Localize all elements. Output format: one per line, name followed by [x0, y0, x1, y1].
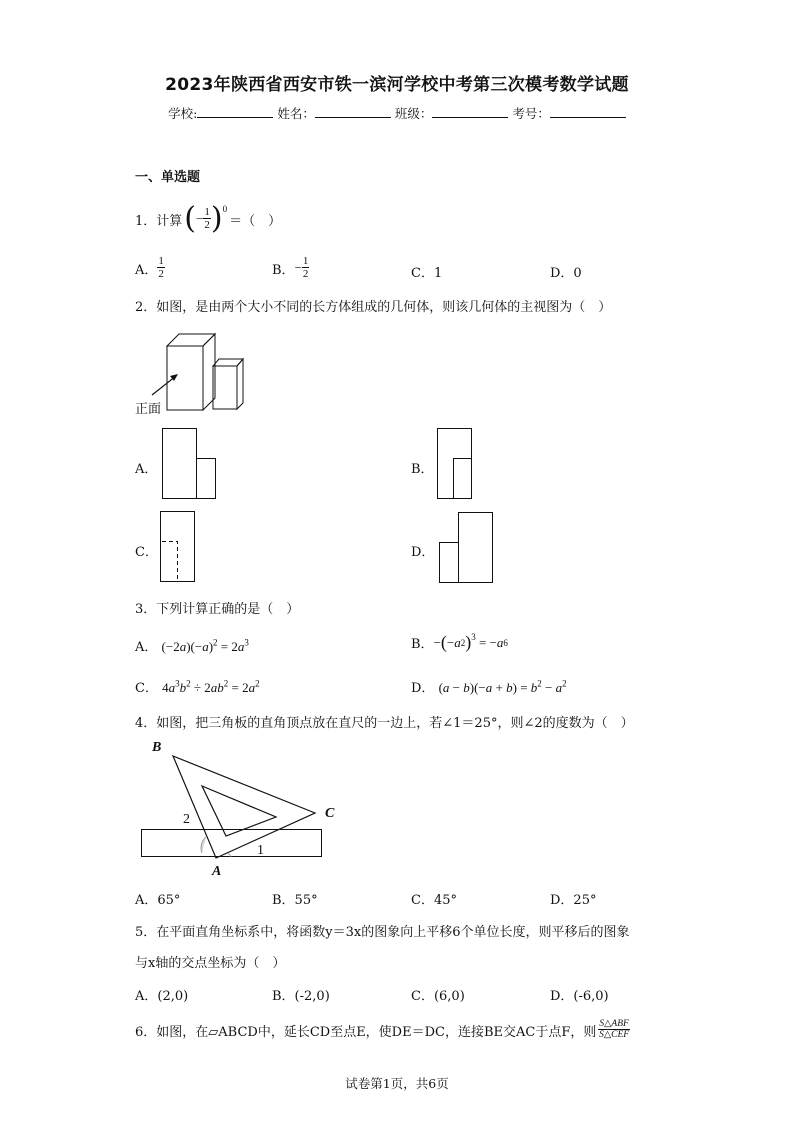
student-info-line	[0, 104, 794, 122]
q6-area-ratio: $\frac{\text{S△ABF}}{\text{S△CEF}}$	[599, 1018, 630, 1040]
q4-label-b: B	[152, 740, 162, 755]
q1-option-a[interactable]: A． $\frac{1}{2}$	[135, 255, 164, 280]
q1-expression: ( − $\frac{1}{2}$ ) $^0$	[184, 201, 228, 236]
q4-angle-2-label: 2	[183, 812, 190, 827]
school-blank[interactable]	[197, 105, 273, 118]
q4-label-a: A	[212, 864, 222, 879]
q1-option-c[interactable]: C．1	[411, 266, 443, 281]
q2-option-c-figure[interactable]	[160, 511, 200, 583]
q4-triangle-ruler-figure	[138, 740, 348, 880]
name-label: 姓名：	[277, 106, 315, 121]
q3-option-d[interactable]: D． $(a - b)(-a + b) = b^2 - a^2$	[411, 678, 567, 696]
question-2-stem: 2．如图，是由两个大小不同的长方体组成的几何体，则该几何体的主视图为（ ）	[135, 300, 612, 315]
page-footer: 试卷第1页，共6页	[345, 1076, 449, 1091]
q5-option-c[interactable]: C．(6,0)	[411, 989, 465, 1004]
q4-label-c: C	[325, 806, 335, 821]
q2-option-d-figure[interactable]	[439, 512, 495, 584]
class-blank[interactable]	[432, 105, 508, 118]
question-1-stem: 1．计算 ( − $\frac{1}{2}$ ) $^0$ ＝（ ）	[135, 201, 282, 236]
q2-option-c[interactable]: C．	[135, 545, 158, 560]
exam-title: 2023年陕西省西安市铁一滨河学校中考第三次模考数学试题	[165, 75, 629, 95]
name-blank[interactable]	[315, 105, 391, 118]
q1-option-b[interactable]: B． − $\frac{1}{2}$	[272, 255, 309, 280]
q2-option-a-figure[interactable]	[162, 428, 218, 500]
question-5-line-2: 与x轴的交点坐标为（ ）	[135, 956, 286, 971]
q2-front-label: 正面	[135, 402, 162, 417]
q2-option-b[interactable]: B．	[411, 462, 434, 477]
q4-option-c[interactable]: C．45°	[411, 893, 457, 908]
q4-option-d[interactable]: D．25°	[550, 893, 597, 908]
q2-option-a[interactable]: A．	[135, 462, 158, 477]
q3-option-c[interactable]: C． $4a^3b^2 \div 2ab^2 = 2a^2$	[135, 678, 260, 696]
exam-no-blank[interactable]	[550, 105, 626, 118]
q2-option-b-figure[interactable]	[437, 428, 477, 500]
question-4-stem: 4．如图，把三角板的直角顶点放在直尺的一边上，若∠1＝25°，则∠2的度数为（ ）	[135, 716, 634, 731]
exam-no-label: 考号：	[512, 106, 550, 121]
school-label: 学校:	[168, 106, 198, 121]
q1-option-d[interactable]: D．0	[550, 266, 582, 281]
section-title: 一、单选题	[135, 170, 201, 185]
q4-angle-1-label: 1	[257, 843, 264, 858]
q5-option-d[interactable]: D．(-6,0)	[550, 989, 609, 1004]
q5-option-b[interactable]: B．(-2,0)	[272, 989, 330, 1004]
q2-option-d[interactable]: D．	[411, 545, 435, 560]
q3-option-a[interactable]: A． $(-2a)(-a)^2 = 2a^3$	[135, 637, 249, 655]
question-5-line-1: 5．在平面直角坐标系中，将函数y＝3x的图象向上平移6个单位长度，则平移后的图象	[135, 925, 630, 940]
question-3-stem: 3．下列计算正确的是（ ）	[135, 602, 300, 617]
q4-option-b[interactable]: B．55°	[272, 893, 318, 908]
question-6-stem: 6．如图，在▱ABCD中，延长CD至点E，使DE＝DC，连接BE交AC于点F，则 $\frac{\text{S△ABF}}{\text{S△CEF}}$	[135, 1018, 630, 1040]
class-label: 班级：	[394, 106, 433, 121]
q4-option-a[interactable]: A．65°	[135, 893, 181, 908]
q3-option-b[interactable]: B． − ( − a 2 ) $^3$ = − a 6	[411, 632, 508, 652]
q5-option-a[interactable]: A．(2,0)	[135, 989, 189, 1004]
